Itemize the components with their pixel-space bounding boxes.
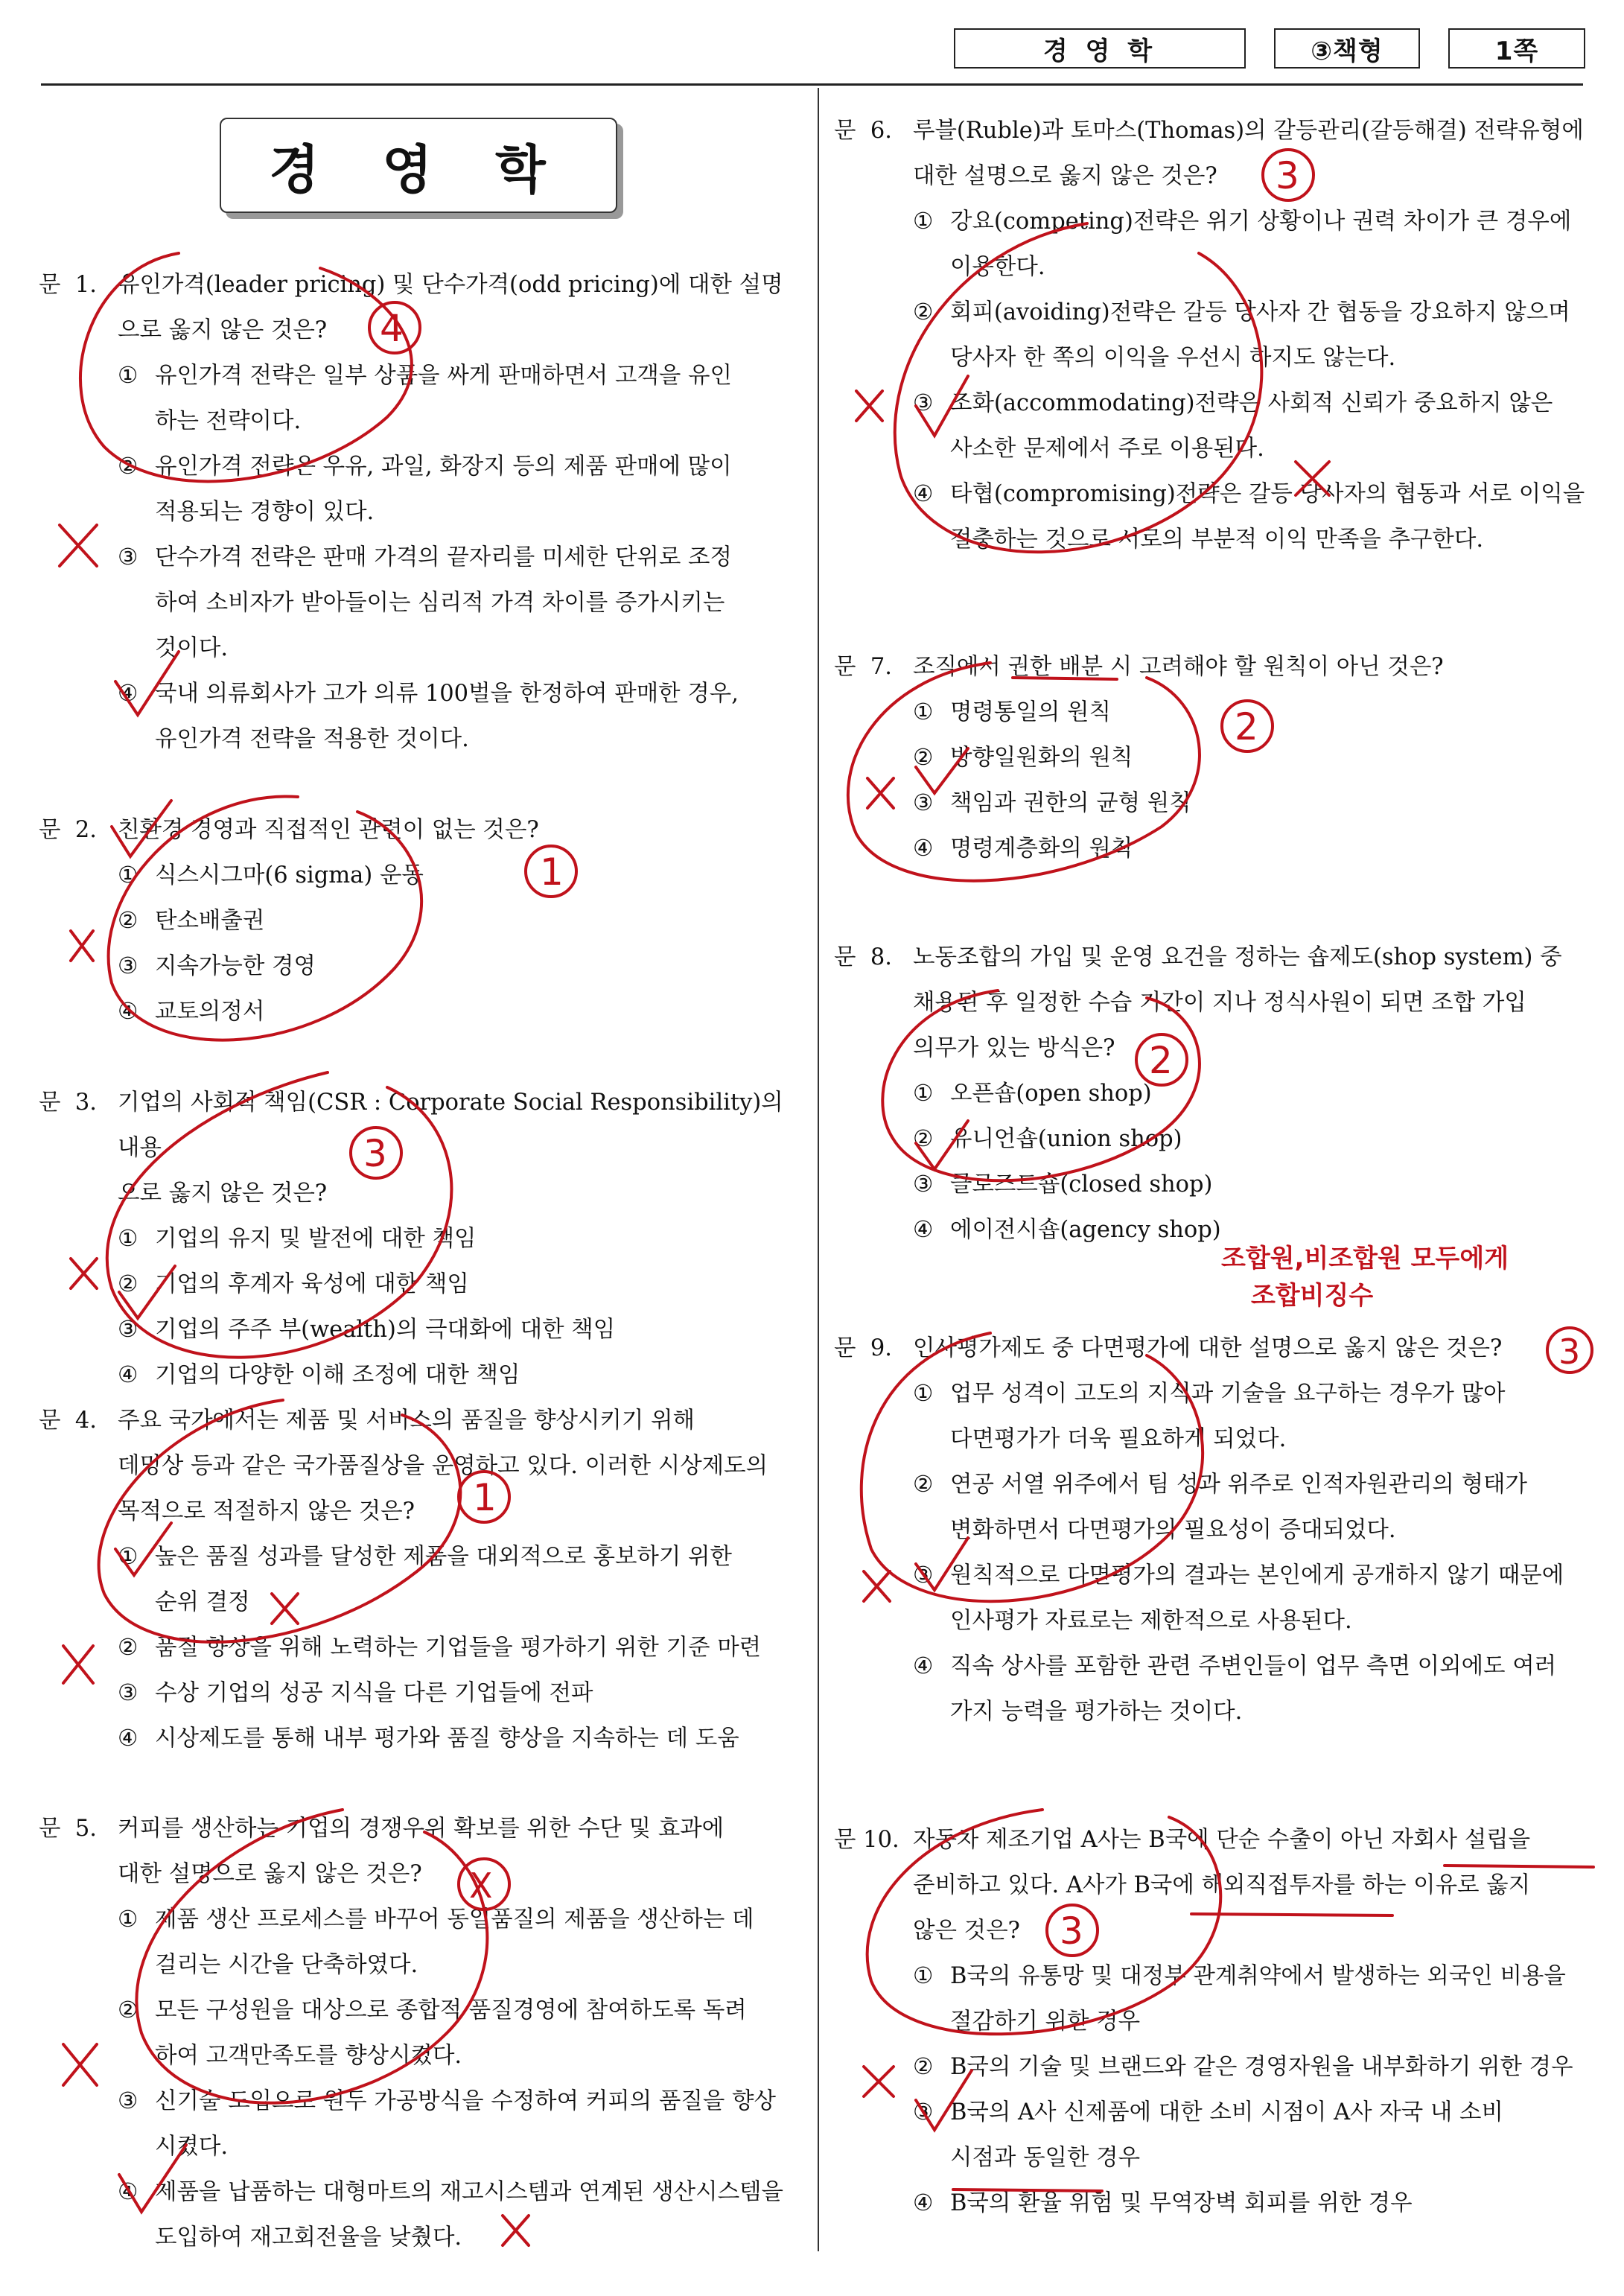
answer-digit: 3	[1558, 1332, 1581, 1372]
choice-3	[834, 381, 1593, 471]
choice-mark: ③	[913, 390, 934, 416]
choice-line: 변화하면서 다면평가의 필요성이 증대되었다.	[950, 1517, 1396, 1543]
choice-mark: ①	[913, 699, 934, 725]
question-8	[834, 935, 1593, 1253]
choice-2	[834, 735, 1593, 780]
choice-mark: ①	[913, 209, 934, 235]
choice-line: 모든 구성원을 대상으로 종합적 품질경영에 참여하도록 독려	[155, 1997, 747, 2023]
question-number: 문 3.	[39, 1090, 97, 1116]
choice-2	[39, 444, 798, 535]
choice-mark: ④	[118, 681, 138, 707]
question-number: 문 9.	[834, 1335, 892, 1361]
answer-digit: 3	[1060, 1909, 1083, 1953]
choice-1	[39, 853, 798, 898]
choice-3	[39, 944, 798, 989]
choice-line: 유인가격 전략은 우유, 과일, 화장지 등의 제품 판매에 많이	[155, 454, 732, 480]
choice-mark: ④	[118, 1362, 138, 1388]
choice-mark: ②	[913, 2054, 934, 2080]
question-number: 문 10.	[834, 1827, 899, 1853]
choice-line: 기업의 후계자 육성에 대한 책임	[155, 1271, 469, 1297]
choice-line: 사소한 문제에서 주로 이용된다.	[950, 436, 1264, 462]
choice-mark: ③	[913, 1171, 934, 1198]
question-1	[39, 262, 798, 762]
choice-1	[834, 1953, 1593, 2044]
question-3	[39, 1080, 798, 1398]
choice-line: 하여 소비자가 받아들이는 심리적 가격 차이를 증가시키는	[155, 590, 725, 616]
choice-line: 강요(competing)전략은 위기 상황이나 권력 차이가 큰 경우에	[950, 209, 1572, 235]
question-2	[39, 807, 798, 1034]
question-9	[834, 1326, 1593, 1734]
choice-mark: ②	[913, 1472, 934, 1498]
choice-4	[834, 826, 1593, 871]
stem-line: 유인가격(leader pricing) 및 단수가격(odd pricing)에 대한 설명	[118, 272, 783, 298]
header-booklet-type: ③책형	[1274, 28, 1420, 69]
stem-line: 의무가 있는 방식은?	[913, 1035, 1115, 1061]
choice-mark: ③	[118, 544, 138, 570]
choice-2	[834, 1462, 1593, 1553]
choice-mark: ④	[913, 2190, 934, 2216]
choice-1	[39, 1897, 798, 1988]
choice-line: 기업의 다양한 이해 조정에 대한 책임	[155, 1362, 520, 1388]
choice-line: 기업의 유지 및 발전에 대한 책임	[155, 1226, 477, 1252]
choice-mark: ②	[118, 908, 138, 934]
choice-line: 탄소배출권	[155, 908, 265, 934]
choice-line: 원칙적으로 다면평가의 결과는 본인에게 공개하지 않기 때문에	[950, 1562, 1564, 1589]
choice-mark: ④	[913, 1217, 934, 1243]
choice-line: 이용한다.	[950, 254, 1045, 280]
question-10	[834, 1817, 1593, 2226]
handwritten-note-shop-system	[1221, 1240, 1509, 1314]
question-stem	[834, 935, 1593, 1071]
choice-3	[834, 2090, 1593, 2181]
answer-digit: 2	[1149, 1039, 1173, 1082]
choice-2	[834, 290, 1593, 381]
choice-mark: ①	[118, 1907, 138, 1933]
choice-mark: ①	[913, 1381, 934, 1407]
header-page-number: 1쪽	[1448, 28, 1585, 69]
answer-digit: X	[469, 1866, 493, 1906]
choice-3	[834, 1162, 1593, 1207]
question-stem	[834, 1326, 1593, 1371]
choice-line: 시켰다.	[155, 2134, 229, 2160]
question-number: 문 4.	[39, 1408, 97, 1434]
stem-line: 대한 설명으로 옳지 않은 것은?	[118, 1861, 422, 1887]
choice-line: 지속가능한 경영	[155, 953, 316, 979]
question-number: 문 1.	[39, 272, 97, 298]
choice-line: 유인가격 전략은 일부 상품을 싸게 판매하면서 고객을 유인	[155, 363, 732, 389]
choice-line: 타협(compromising)전략은 갈등 당사자의 협동과 서로 이익을	[950, 481, 1585, 507]
question-number: 문 6.	[834, 118, 892, 144]
choice-4	[39, 1716, 798, 1761]
choice-line: 가지 능력을 평가하는 것이다.	[950, 1699, 1243, 1725]
choice-mark: ②	[913, 299, 934, 325]
choice-line: 에이전시숍(agency shop)	[950, 1217, 1221, 1243]
choice-line: 조화(accommodating)전략은 사회적 신뢰가 중요하지 않은	[950, 390, 1553, 416]
choice-3	[39, 535, 798, 671]
choice-mark: ③	[913, 1562, 934, 1589]
question-6	[834, 108, 1593, 562]
stem-line: 기업의 사회적 책임(CSR : Corporate Social Responsibility)의 내용	[118, 1090, 783, 1161]
choice-2	[39, 1625, 798, 1670]
choice-mark: ①	[118, 1544, 138, 1570]
choice-line: 적용되는 경향이 있다.	[155, 499, 375, 525]
choice-mark: ②	[118, 1997, 138, 2023]
choice-4	[834, 471, 1593, 562]
answer-digit: 2	[1235, 705, 1258, 748]
choice-3	[39, 2079, 798, 2169]
choice-line: 하는 전략이다.	[155, 408, 302, 434]
choice-1	[834, 1371, 1593, 1462]
choice-3	[834, 780, 1593, 826]
choice-mark: ①	[118, 1226, 138, 1252]
choice-line: 교토의정서	[155, 999, 265, 1025]
choice-3	[39, 1307, 798, 1352]
choice-mark: ④	[118, 999, 138, 1025]
note-line: 조합비징수	[1251, 1281, 1374, 1311]
choice-mark: ②	[118, 1271, 138, 1297]
question-stem	[39, 1080, 798, 1216]
choice-mark: ③	[118, 953, 138, 979]
choice-3	[39, 1670, 798, 1716]
choice-line: 순위 결정	[155, 1589, 250, 1615]
stem-line: 주요 국가에서는 제품 및 서비스의 품질을 향상시키기 위해	[118, 1408, 695, 1434]
choice-line: 높은 품질 성과를 달성한 제품을 대외적으로 홍보하기 위한	[155, 1544, 732, 1570]
choice-line: 걸리는 시간을 단축하였다.	[155, 1952, 418, 1978]
choice-line: 명령계층화의 원칙	[950, 836, 1133, 862]
choice-line: 하여 고객만족도를 향상시켰다.	[155, 2043, 462, 2069]
choice-1	[834, 690, 1593, 735]
question-4	[39, 1398, 798, 1761]
stem-line: 데밍상 등과 같은 국가품질상을 운영하고 있다. 이러한 시상제도의	[118, 1453, 768, 1479]
choice-line: 도입하여 재고회전율을 낮췄다.	[155, 2225, 462, 2251]
stem-line: 채용된 후 일정한 수습 기간이 지나 정식사원이 되면 조합 가입	[913, 990, 1526, 1016]
choice-2	[834, 1116, 1593, 1162]
choice-line: 직속 상사를 포함한 관련 주변인들이 업무 측면 이외에도 여러	[950, 1653, 1557, 1679]
choice-line: 절충하는 것으로 서로의 부분적 이익 만족을 추구한다.	[950, 527, 1484, 553]
choice-line: 유인가격 전략을 적용한 것이다.	[155, 726, 469, 752]
choice-line: B국의 환율 위험 및 무역장벽 회피를 위한 경우	[950, 2190, 1413, 2216]
stem-line: 루블(Ruble)과 토마스(Thomas)의 갈등관리(갈등해결) 전략유형에	[913, 118, 1584, 144]
choice-mark: ③	[118, 1680, 138, 1706]
answer-digit: 1	[540, 850, 564, 894]
choice-mark: ②	[118, 1635, 138, 1661]
choice-line: 품질 향상을 위해 노력하는 기업들을 평가하기 위한 기준 마련	[155, 1635, 762, 1661]
choice-line: 당사자 한 쪽의 이익을 우선시 하지도 않는다.	[950, 345, 1396, 371]
choice-4	[834, 2181, 1593, 2226]
choice-line: 명령통일의 원칙	[950, 699, 1111, 725]
choice-line: 국내 의류회사가 고가 의류 100벌을 한정하여 판매한 경우,	[155, 681, 739, 707]
stem-line: 대한 설명으로 옳지 않은 것은?	[913, 163, 1217, 189]
choice-line: 회피(avoiding)전략은 갈등 당사자 간 협동을 강요하지 않으며	[950, 299, 1570, 325]
choice-2	[39, 1988, 798, 2079]
header-rule	[41, 83, 1583, 86]
choice-line: 유니언숍(union shop)	[950, 1126, 1182, 1152]
choice-line: 수상 기업의 성공 지식을 다른 기업들에 전파	[155, 1680, 593, 1706]
choice-line: 인사평가 자료로는 제한적으로 사용된다.	[950, 1608, 1352, 1634]
choice-mark: ③	[118, 1317, 138, 1343]
choice-2	[39, 898, 798, 944]
choice-line: 기업의 주주 부(wealth)의 극대화에 대한 책임	[155, 1317, 616, 1343]
question-7	[834, 644, 1593, 871]
question-stem	[39, 807, 798, 853]
choice-mark: ④	[913, 836, 934, 862]
choice-line: B국의 기술 및 브랜드와 같은 경영자원을 내부화하기 위한 경우	[950, 2054, 1573, 2080]
choice-mark: ①	[913, 1081, 934, 1107]
question-stem	[39, 262, 798, 353]
stem-line: 목적으로 적절하지 않은 것은?	[118, 1498, 415, 1524]
stem-line: 인사평가제도 중 다면평가에 대한 설명으로 옳지 않은 것은?	[913, 1335, 1503, 1361]
choice-line: 식스시그마(6 sigma) 운동	[155, 862, 424, 888]
choice-line: 제품을 납품하는 대형마트의 재고시스템과 연계된 생산시스템을	[155, 2179, 783, 2205]
stem-line: 자동차 제조기업 A사는 B국에 단순 수출이 아닌 자회사 설립을	[913, 1827, 1531, 1853]
question-number: 문 7.	[834, 654, 892, 680]
column-divider	[818, 88, 819, 2251]
choice-mark: ③	[118, 2088, 138, 2114]
page-title: 경 영 학	[220, 118, 617, 213]
choice-1	[39, 1216, 798, 1262]
choice-mark: ②	[118, 454, 138, 480]
choice-mark: ④	[913, 1653, 934, 1679]
question-stem	[834, 108, 1593, 199]
choice-line: 시점과 동일한 경우	[950, 2145, 1141, 2171]
choice-mark: ②	[913, 745, 934, 771]
choice-line: 방향일원화의 원칙	[950, 745, 1133, 771]
choice-1	[39, 1534, 798, 1625]
answer-digit: 3	[363, 1132, 387, 1175]
answer-digit: 1	[473, 1476, 497, 1519]
stem-line: 으로 옳지 않은 것은?	[118, 1180, 328, 1206]
choice-line: 절감하기 위한 경우	[950, 2009, 1141, 2035]
choice-line: 업무 성격이 고도의 지식과 기술을 요구하는 경우가 많아	[950, 1381, 1506, 1407]
choice-line: B국의 A사 신제품에 대한 소비 시점이 A사 자국 내 소비	[950, 2099, 1503, 2125]
header-subject: 경 영 학	[954, 28, 1246, 69]
choice-line: 클로즈드숍(closed shop)	[950, 1171, 1213, 1198]
choice-mark: ④	[118, 1726, 138, 1752]
choice-4	[39, 2169, 798, 2260]
choice-line: 책임과 권한의 균형 원칙	[950, 790, 1191, 816]
stem-line: 커피를 생산하는 기업의 경쟁우위 확보를 위한 수단 및 효과에	[118, 1816, 725, 1842]
choice-line: 연공 서열 위주에서 팀 성과 위주로 인적자원관리의 형태가	[950, 1472, 1527, 1498]
choice-mark: ④	[118, 2179, 138, 2205]
choice-line: 오픈숍(open shop)	[950, 1081, 1152, 1107]
choice-line: 것이다.	[155, 635, 229, 661]
choice-4	[39, 989, 798, 1034]
stem-line: 않은 것은?	[913, 1918, 1020, 1944]
answer-digit: 4	[380, 307, 404, 350]
note-line: 조합원,비조합원 모두에게	[1221, 1244, 1509, 1273]
choice-1	[834, 199, 1593, 290]
choice-line: B국의 유통망 및 대정부 관계취약에서 발생하는 외국인 비용을	[950, 1963, 1566, 1989]
question-number: 문 8.	[834, 944, 892, 970]
question-5	[39, 1806, 798, 2260]
question-stem	[834, 644, 1593, 690]
choice-4	[834, 1644, 1593, 1734]
choice-mark: ④	[913, 481, 934, 507]
choice-mark: ①	[118, 363, 138, 389]
choice-line: 다면평가가 더욱 필요하게 되었다.	[950, 1426, 1287, 1452]
choice-4	[39, 1352, 798, 1398]
choice-mark: ②	[913, 1126, 934, 1152]
choice-2	[39, 1262, 798, 1307]
choice-mark: ③	[913, 790, 934, 816]
choice-mark: ③	[913, 2099, 934, 2125]
stem-line: 노동조합의 가입 및 운영 요건을 정하는 숍제도(shop system) 중	[913, 944, 1562, 970]
choice-2	[834, 2044, 1593, 2090]
stem-line: 조직에서 권한 배분 시 고려해야 할 원칙이 아닌 것은?	[913, 654, 1444, 680]
choice-4	[39, 671, 798, 762]
choice-line: 신기술 도입으로 원두 가공방식을 수정하여 커피의 품질을 향상	[155, 2088, 776, 2114]
question-stem	[39, 1806, 798, 1897]
stem-line: 준비하고 있다. A사가 B국에 해외직접투자를 하는 이유로 옳지	[913, 1872, 1531, 1898]
answer-digit: 3	[1276, 154, 1299, 197]
choice-line: 제품 생산 프로세스를 바꾸어 동일품질의 제품을 생산하는 데	[155, 1907, 754, 1933]
stem-line: 친환경 경영과 직접적인 관련이 없는 것은?	[118, 817, 539, 843]
choice-1	[39, 353, 798, 444]
question-stem	[39, 1398, 798, 1534]
choice-3	[834, 1553, 1593, 1644]
choice-line: 단수가격 전략은 판매 가격의 끝자리를 미세한 단위로 조정	[155, 544, 732, 570]
question-stem	[834, 1817, 1593, 1953]
choice-line: 시상제도를 통해 내부 평가와 품질 향상을 지속하는 데 도움	[155, 1726, 739, 1752]
question-number: 문 2.	[39, 817, 97, 843]
question-number: 문 5.	[39, 1816, 97, 1842]
choice-1	[834, 1071, 1593, 1116]
choice-mark: ①	[118, 862, 138, 888]
stem-line: 으로 옳지 않은 것은?	[118, 317, 328, 343]
choice-mark: ①	[913, 1963, 934, 1989]
